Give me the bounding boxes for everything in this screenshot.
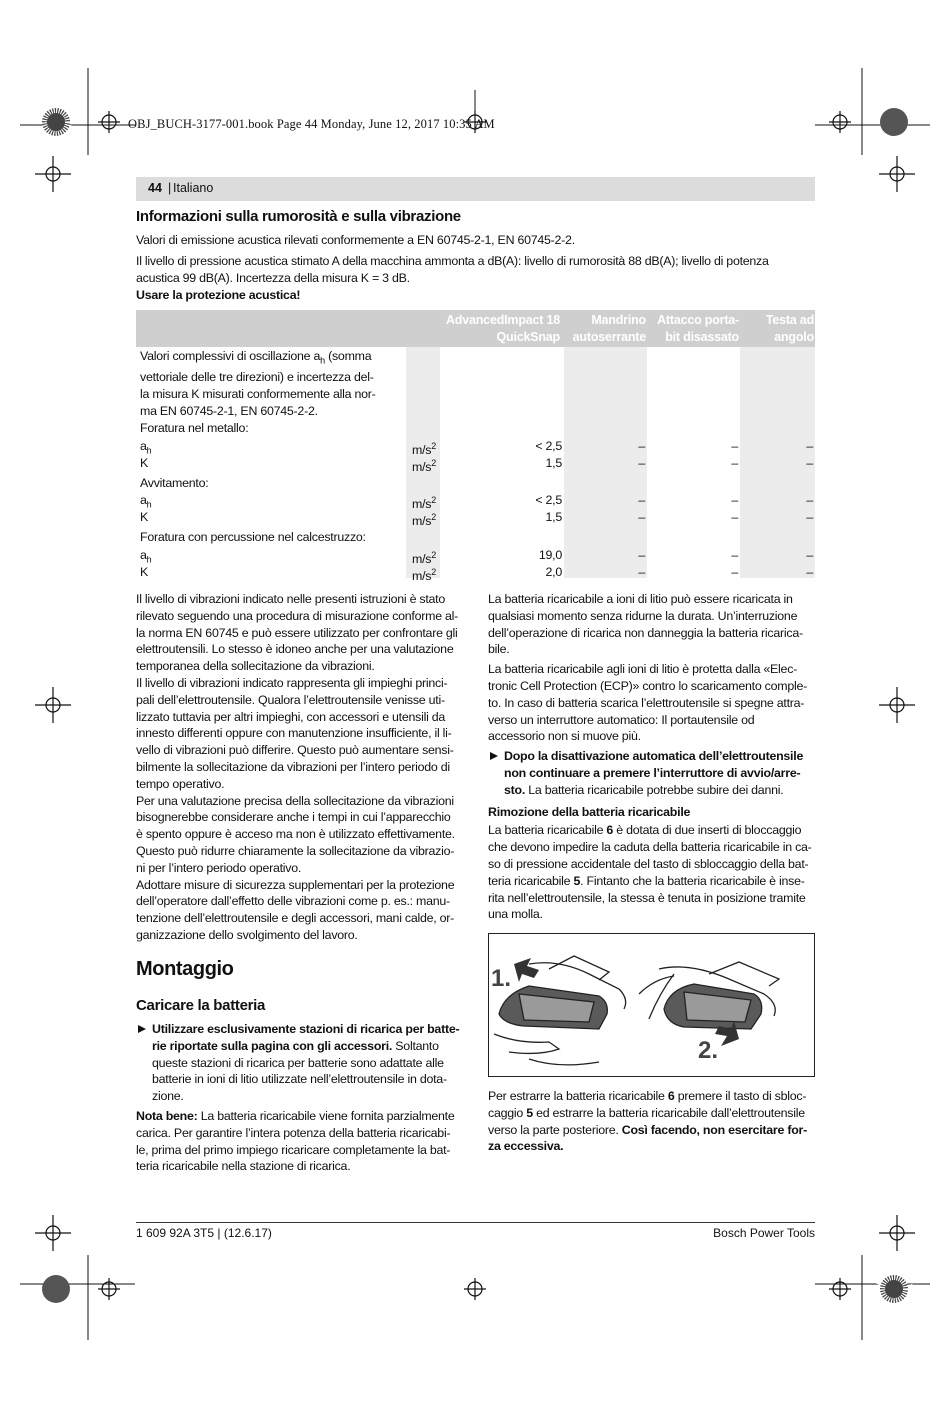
footer-brand: Bosch Power Tools xyxy=(713,1226,815,1240)
table-group-label: Avvitamento: xyxy=(140,475,209,490)
nota-bene-paragraph: Nota bene: La batteria ricaricabile viene fornita parzialmente carica. Per garantire l’intera potenza della batteria ricaricabi- le, prima del primo impiego ricaricare completamente la bat- teria ricaricabile nella stazione di ricarica. xyxy=(136,1108,455,1174)
montaggio-heading: Montaggio xyxy=(136,958,234,980)
table-cell: – xyxy=(731,510,738,524)
table-row-symbol: K xyxy=(140,510,149,524)
table-row-symbol: $a_h$ xyxy=(140,438,152,455)
auto-shutoff-bullet: Dopo la disattivazione automatica dell’elettroutensile non continuare a premere l’interruttore di avvio/arre- sto. La batteria ricaricabile potrebbe subire dei danni. xyxy=(488,748,814,798)
table-cell: – xyxy=(731,493,738,507)
table-cell: – xyxy=(638,510,645,524)
noise-paragraph-2: Il livello di pressione acustica stimato A della macchina ammonta a dB(A): livello di rumorosità 88 dB(A); livello di potenza acustica 99 dB(A). Incertezza della misura K = 3 dB. xyxy=(136,254,769,285)
table-row-symbol: $a_h$ xyxy=(140,547,152,564)
table-cell: – xyxy=(731,455,738,470)
vibration-para-b: Il livello di vibrazioni indicato rappresenta gli impieghi princi- pali dell’elettroutensile. Qualora l’elettroutensile venisse uti- lizzato tuttavia per altri impieghi, con accessori e utensili da innesto differenti oppure con manutenzione insufficiente, il li- vello di vibrazioni può differire. Questo può aumentare sensi- bilmente la sollecitazione da vibrazioni per l’intero periodo di tempo operativo. xyxy=(136,675,454,791)
table-header-col2: Mandrino autoserrante xyxy=(572,313,646,344)
table-row-unit: $m/s^2$ xyxy=(412,566,436,583)
vibration-table xyxy=(136,310,815,583)
table-cell: – xyxy=(638,564,645,579)
section-title-noise: Informazioni sulla rumorosità e sulla vibrazione xyxy=(136,208,461,225)
table-cell: – xyxy=(638,547,645,562)
battery-removal-heading: Rimozione della batteria ricaricabile xyxy=(488,804,691,819)
table-cell: – xyxy=(806,493,813,507)
left-column xyxy=(136,591,462,944)
table-header-col1: AdvancedImpact 18 QuickSnap xyxy=(445,313,560,344)
header-language: Italiano xyxy=(173,181,214,195)
noise-protection-warning: Usare la protezione acustica! xyxy=(136,288,301,302)
table-row-unit: $m/s^2$ xyxy=(412,549,436,566)
table-cell: 2,0 xyxy=(545,564,562,579)
table-cell: – xyxy=(731,547,738,562)
figure-caption: Per estrarre la batteria ricaricabile 6 premere il tasto di sbloc- caggio 5 ed estrarre la batteria ricaricabile dall’elettroutensile verso la parte posteriore. Così facendo, non esercitare for- za eccessiva. xyxy=(488,1089,807,1154)
table-cell: 19,0 xyxy=(538,547,562,562)
vibration-para-c: Per una valutazione precisa della sollecitazione da vibrazioni bisognerebbe considerare anche i tempi in cui l’apparecchio è spento oppure è acceso ma non è utilizzato effettivamente. Questo può ridurre chiaramente la sollecitazione da vibrazio- ni per l’intero periodo operativo. xyxy=(136,793,455,875)
charging-station-bullet: Utilizzare esclusivamente stazioni di ricarica per batte- rie riportate sulla pagina con gli accessori. Soltanto queste stazioni di ricarica per batterie sono adattate alle batterie in ioni di litio utilizzate nell’elettroutensile in dota- zione. xyxy=(136,1021,462,1105)
table-cell: – xyxy=(638,438,645,453)
vibration-para-a: Il livello di vibrazioni indicato nelle presenti istruzioni è stato rilevato seguendo una procedura di misurazione conforme al- la norma EN 60745 e può essere utilizzato per confrontare gli elettroutensili. Lo stesso è idoneo anche per una valutazione temporanea della sollecitazione da vibrazioni. xyxy=(136,592,459,674)
table-cell: – xyxy=(806,510,813,524)
footer-doc-number: 1 609 92A 3T5 | (12.6.17) xyxy=(136,1226,272,1240)
ecp-para: La batteria ricaricabile agli ioni di litio è protetta dalla «Elec- tronic Cell Protection (ECP)» contro lo scaricamento comple- to. In caso di batteria scarica l’elettroutensile si spegne attra- verso un interruttore automatico: Il portautensile od accessorio non si muove più. xyxy=(488,662,807,744)
table-cell: – xyxy=(806,547,813,562)
table-cell: – xyxy=(638,455,645,470)
table-cell: – xyxy=(806,455,813,470)
push-arrow-1 xyxy=(514,958,539,982)
table-row-unit: $m/s^2$ xyxy=(412,440,436,457)
table-group-label: Foratura nel metallo: xyxy=(140,421,249,435)
vibration-para-d: Adottare misure di sicurezza supplementari per la protezione dell’operatore dall’effetto delle vibrazioni come p. es.: manu- tenzione dell’elettroutensile e degli accessori, mani calde, or- ganizzazione dello svolgimento del lavoro. xyxy=(136,877,455,942)
table-cell: – xyxy=(806,564,813,579)
table-row-symbol: K xyxy=(140,564,149,579)
page-header-bar xyxy=(136,177,815,201)
table-cell: – xyxy=(731,438,738,453)
table-row-unit: $m/s^2$ xyxy=(412,457,436,474)
right-column xyxy=(488,591,814,923)
table-cell: 1,5 xyxy=(545,510,562,524)
table-header-col3: Attacco porta- bit disassato xyxy=(657,313,739,344)
table-cell: – xyxy=(731,564,738,579)
page-number: 44 xyxy=(148,181,162,195)
battery-removal-illustration xyxy=(489,934,814,1076)
table-cell: 1,5 xyxy=(545,455,562,470)
table-row-symbol: $a_h$ xyxy=(140,493,152,510)
charge-battery-heading: Caricare la batteria xyxy=(136,997,266,1014)
noise-paragraph-1: Valori di emissione acustica rilevati conformemente a EN 60745-2-1, EN 60745-2-2. xyxy=(136,233,575,247)
charge-instructions xyxy=(136,1021,462,1175)
battery-removal-figure xyxy=(488,933,815,1077)
table-header-col4: Testa ad angolo xyxy=(765,313,814,344)
step-1-label: 1. xyxy=(491,965,512,992)
table-cell: – xyxy=(806,438,813,453)
lithium-charge-para: La batteria ricaricabile a ioni di litio può essere ricaricata in qualsiasi momento senza ridurne la durata. Un’interruzione dell’operazione di ricarica non danneggia la batteria ricarica- bile. xyxy=(488,592,803,657)
table-row-unit: $m/s^2$ xyxy=(412,512,436,529)
header-separator: | xyxy=(168,181,172,195)
battery-removal-para: La batteria ricaricabile 6 è dotata di due inserti di bloccaggio che devono impedire la caduta della batteria ricaricabile in ca- so di pressione accidentale del tasto di sbloccaggio della bat- teria ricaricabile 5. Fintanto che la batteria ricaricabile è inse- rita nell’elettroutensile, la stessa è tenuta in posizione tramite una molla. xyxy=(488,823,812,922)
footer-rule xyxy=(136,1222,815,1223)
table-group-label: Foratura con percussione nel calcestruzzo: xyxy=(140,530,366,544)
book-info-line: OBJ_BUCH-3177-001.book Page 44 Monday, June 12, 2017 10:35 AM xyxy=(128,117,495,131)
table-cell: – xyxy=(638,493,645,507)
table-row-symbol: K xyxy=(140,455,149,470)
table-cell: < 2,5 xyxy=(535,438,562,453)
table-cell: < 2,5 xyxy=(535,493,562,507)
step-2-label: 2. xyxy=(698,1037,719,1064)
table-row-unit: $m/s^2$ xyxy=(412,495,436,512)
table-intro-text: Valori complessivi di oscillazione $a_h$ (somma vettoriale delle tre direzioni) e incertezza del- la misura K misurati conformemente alla nor- ma EN 60745-2-1, EN 60745-2-2. xyxy=(140,349,376,418)
